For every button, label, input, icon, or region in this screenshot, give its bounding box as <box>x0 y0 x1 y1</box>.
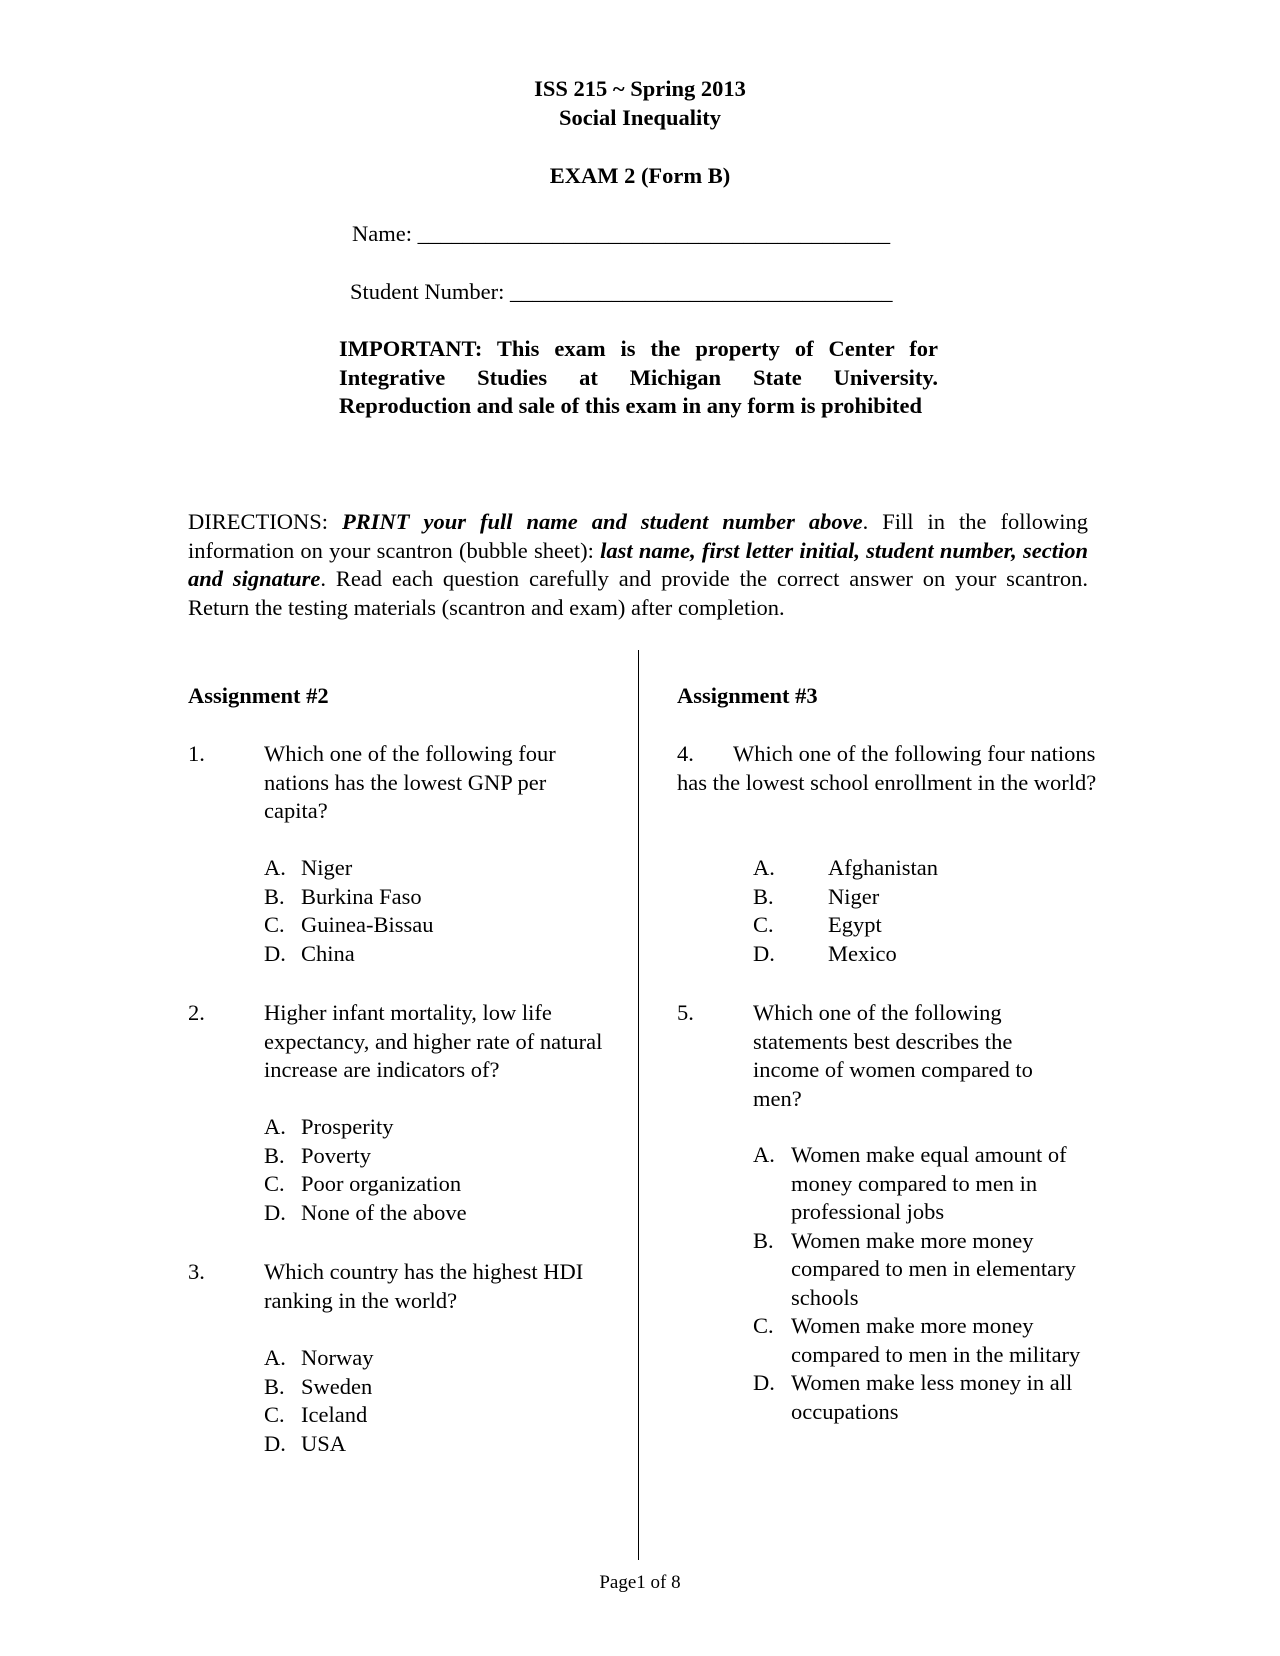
question-5-options <box>753 1141 1093 1426</box>
directions-emphasis-2: last name, first letter initial, student number, section and signature <box>188 537 1088 591</box>
option-letter: B. <box>264 883 285 909</box>
question-3-number: 3. <box>188 1259 205 1284</box>
question-4-number: 4. <box>677 741 694 766</box>
option-text: Afghanistan <box>828 855 938 880</box>
assignment-3-heading: Assignment #3 <box>677 683 818 708</box>
question-5-text: Which one of the following statements best describes the income of women compared to men? <box>753 1000 1033 1111</box>
option-text: Poverty <box>301 1142 371 1168</box>
option-text: Norway <box>301 1345 374 1370</box>
option-letter: D. <box>753 1370 775 1395</box>
option-letter: B. <box>264 1373 285 1399</box>
option-text: Egypt <box>828 912 882 937</box>
directions-mid: . Fill in the following information on your scantron (bubble sheet): <box>188 509 1089 563</box>
directions <box>188 508 1088 622</box>
option <box>753 940 938 969</box>
option-text: Women make equal amount of money compared to men in professional jobs <box>791 1142 1067 1224</box>
option-text: Guinea-Bissau <box>301 912 434 937</box>
option-text: None of the above <box>301 1199 467 1225</box>
option-letter: A. <box>264 1345 286 1370</box>
option-text: China <box>301 940 355 966</box>
option <box>753 911 938 940</box>
question-1-number: 1. <box>188 741 205 766</box>
option <box>264 854 433 883</box>
option-letter: A. <box>264 855 286 880</box>
student-number-field: Student Number: __________________________________ <box>350 279 893 304</box>
option-letter: C. <box>753 1313 774 1338</box>
question-3-options <box>264 1344 373 1458</box>
option-text: Prosperity <box>301 1114 394 1139</box>
question-2-text: Higher infant mortality, low life expectancy, and higher rate of natural increase are indicators of? <box>264 1000 603 1082</box>
option-letter: C. <box>264 912 285 937</box>
option-text: Women make more money compared to men in the military <box>791 1313 1081 1367</box>
option <box>264 1430 373 1459</box>
name-field: Name: __________________________________________ <box>352 221 891 246</box>
option <box>264 1373 373 1402</box>
option-letter: C. <box>264 1402 285 1427</box>
option <box>753 854 938 883</box>
option-letter: C. <box>264 1171 285 1196</box>
course-title: ISS 215 ~ Spring 2013 <box>534 76 746 101</box>
directions-emphasis-1: PRINT your full name and student number above <box>342 509 863 534</box>
column-divider <box>638 650 639 1560</box>
option-text: Women make less money in all occupations <box>791 1370 1073 1424</box>
option-text: Poor organization <box>301 1171 462 1196</box>
important-notice: IMPORTANT: This exam is the property of Center for Integrative Studies at Michigan State University. Reproduction and sale of this exam in any form is prohibited <box>339 336 938 418</box>
option <box>264 940 433 969</box>
option-letter: B. <box>753 1227 774 1253</box>
option <box>753 1141 1093 1227</box>
option <box>753 1312 1093 1369</box>
question-4-text: Which one of the following four nations has the lowest school enrollment in the world? <box>677 741 1097 795</box>
question-4-options <box>753 854 938 968</box>
option-letter: D. <box>264 1199 286 1225</box>
option <box>753 1227 1093 1313</box>
option-letter: A. <box>264 1114 286 1139</box>
option-text: Iceland <box>301 1402 368 1427</box>
option-text: Mexico <box>828 940 897 966</box>
option <box>264 1401 373 1430</box>
option-text: Niger <box>828 883 880 909</box>
question-2-options <box>264 1113 467 1227</box>
option <box>264 883 433 912</box>
option-letter: D. <box>264 1430 286 1456</box>
option-text: Sweden <box>301 1373 373 1399</box>
option-letter: B. <box>753 883 774 909</box>
option-text: Women make more money compared to men in elementary schools <box>791 1227 1076 1310</box>
option <box>264 1142 467 1171</box>
option-letter: A. <box>753 855 775 880</box>
option-text: USA <box>301 1430 347 1456</box>
question-5-number: 5. <box>677 1000 694 1025</box>
option <box>264 1113 467 1142</box>
option-letter: D. <box>753 940 775 966</box>
option <box>264 1344 373 1373</box>
question-4 <box>677 740 1097 797</box>
option-letter: A. <box>753 1142 775 1167</box>
option <box>753 1369 1093 1426</box>
option-letter: C. <box>753 912 774 937</box>
option <box>264 1199 467 1228</box>
option-text: Burkina Faso <box>301 883 422 909</box>
page-number-footer: Page1 of 8 <box>599 1572 681 1593</box>
directions-tail: . Read each question carefully and provide the correct answer on your scantron. Return the testing materials (scantron and exam) after completion. <box>188 566 1088 620</box>
directions-lead: DIRECTIONS: <box>188 509 343 534</box>
option <box>264 911 433 940</box>
option-text: Niger <box>301 855 353 880</box>
question-2-number: 2. <box>188 1000 205 1025</box>
exam-title: EXAM 2 (Form B) <box>549 163 731 188</box>
assignment-2-heading: Assignment #2 <box>188 683 329 708</box>
question-3-text: Which country has the highest HDI ranking in the world? <box>264 1259 584 1313</box>
question-1-text: Which one of the following four nations has the lowest GNP per capita? <box>264 741 556 823</box>
option-letter: D. <box>264 940 286 966</box>
question-1-options <box>264 854 433 968</box>
option <box>264 1170 467 1199</box>
course-subtitle: Social Inequality <box>559 105 721 130</box>
option <box>753 883 938 912</box>
option-letter: B. <box>264 1142 285 1168</box>
